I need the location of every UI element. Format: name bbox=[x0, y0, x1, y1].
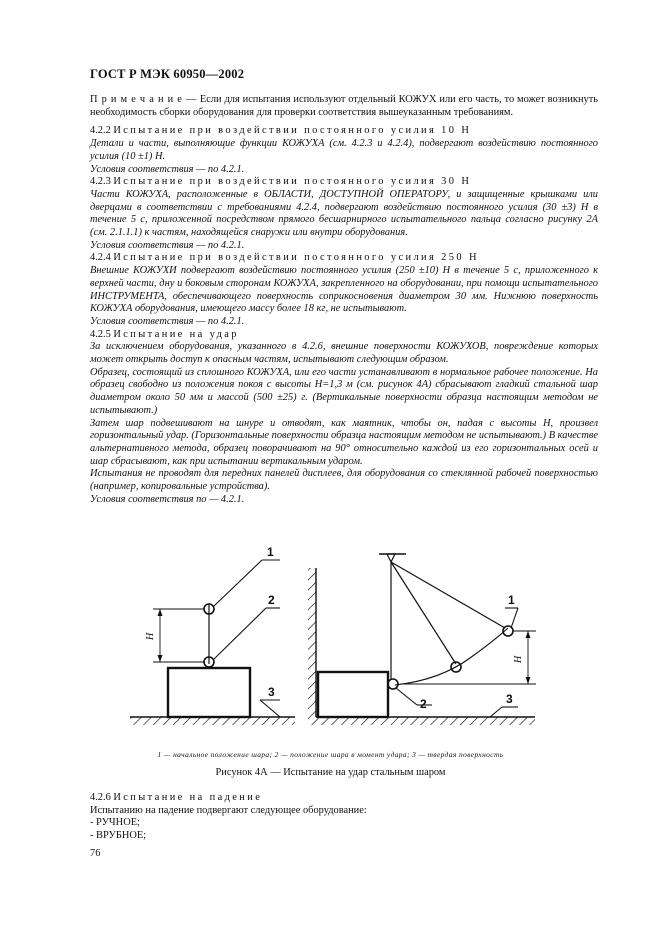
note-text: Если для испытания используют отдельный КОЖУХ или его часть, то может возникнуть необходимость сборки оборудования для проверки соответствия вышеуказанным требованиям. bbox=[90, 94, 598, 118]
section-title: Испытание при воздействии постоянного усилия 250 Н bbox=[113, 252, 479, 264]
section-4-2-5-p1: За исключением оборудования, указанного в 4.2.6, внешние поверхности КОЖУХОВ, повреждение которых может открыть доступ к опасным частям, испытывают следующим образом. bbox=[90, 341, 598, 366]
string-initial bbox=[391, 562, 505, 628]
section-4-2-5-p3: Затем шар подвешивают на шнуре и отводят, как маятник, чтобы он, падая с высоты Н, произвел горизонтальный удар. (Горизонтальные поверхности образца настоящим методом не испытывают.) В качестве альтернативного метода, образец поворачивают на 90° относительно каждой из его горизонтальных осей и шар сбрасывают, как при испытании вертикальным ударом. bbox=[90, 417, 598, 467]
leader-1-left bbox=[214, 560, 262, 606]
section-4-2-4-compliance: Условия соответствия — по 4.2.1. bbox=[90, 315, 245, 327]
dim-arrow-bottom-right bbox=[526, 677, 531, 684]
section-number: 4.2.3 bbox=[90, 176, 111, 188]
section-title: Испытание при воздействии постоянного усилия 10 Н bbox=[113, 125, 472, 137]
section-4-2-5-p4: Испытания не проводят для передних панелей дисплеев, для оборудования со стеклянной рабочей поверхностью (например, копировальные устройства). bbox=[90, 468, 598, 493]
figure-4a-drawing bbox=[120, 540, 550, 745]
list-item: - ВРУБНОЕ; bbox=[90, 830, 147, 842]
label-h-right: H bbox=[513, 655, 524, 663]
leader-2-right bbox=[396, 688, 417, 705]
figure-title: Рисунок 4А — Испытание на удар стальным шаром bbox=[215, 767, 446, 778]
label-1-right: 1 bbox=[508, 593, 515, 607]
section-4-2-2-body: Детали и части, выполняющие функции КОЖУХА (см. 4.2.3 и 4.2.4), подвергают воздействию постоянного усилия (10 ±1) Н. bbox=[90, 138, 598, 162]
section-4-2-3-heading bbox=[90, 176, 598, 189]
section-number: 4.2.4 bbox=[90, 252, 111, 264]
list-item: - РУЧНОЕ; bbox=[90, 817, 140, 829]
section-4-2-2-heading bbox=[90, 125, 598, 138]
section-4-2-5-p2: Образец, состоящий из сплошного КОЖУХА, или его части устанавливают в нормальное рабочее положение. На образец свободно из положения покоя с высоты Н=1,3 м (см. рисунок 4А) сбрасывают гладкий стальной шар диаметром около 50 мм и массой (500 ±25) г. (Вертикальные поверхности образца настоящим методом не испытывают.) bbox=[90, 366, 598, 416]
section-4-2-3-compliance: Условия соответствия — по 4.2.1. bbox=[90, 239, 245, 251]
section-4-2-4-body: Внешние КОЖУХИ подвергают воздействию постоянного усилия (250 ±10) Н в течение 5 с, приложенного к верхней части, дну и боковым сторонам КОЖУХА, закрепленного на оборудовании, при помощи испытательного ИНСТРУМЕНТА, обеспечивающего поверхность соприкосновения диаметром 30 мм. Нижнюю поверхность КОЖУХА оборудования, имеющего массу более 18 кг, не испытывают. bbox=[90, 265, 598, 315]
section-4-2-2-compliance: Условия соответствия — по 4.2.1. bbox=[90, 163, 245, 175]
dim-arrow-top-right bbox=[526, 631, 531, 638]
section-4-2-4-heading bbox=[90, 252, 598, 265]
label-2-left: 2 bbox=[268, 593, 275, 607]
section-number: 4.2.6 bbox=[90, 792, 111, 803]
label-2-right: 2 bbox=[420, 697, 427, 711]
section-title: Испытание при воздействии постоянного усилия 30 Н bbox=[113, 176, 472, 188]
ground-hatch-left bbox=[130, 717, 295, 725]
wall-hatch bbox=[308, 568, 316, 725]
label-h-left: H bbox=[145, 632, 156, 640]
section-4-2-5-compliance: Условия соответствия по — 4.2.1. bbox=[90, 493, 245, 505]
leader-2-left bbox=[214, 608, 266, 659]
ground-hatch-right bbox=[316, 717, 535, 725]
note-paragraph bbox=[90, 94, 598, 119]
section-4-2-3-body: Части КОЖУХА, расположенные в ОБЛАСТИ, ДОСТУПНОЙ ОПЕРАТОРУ, и защищенные крышками или дверцами в соответствии с требованиями 4.2.4, подвергают воздействию постоянного усилия (30 ±3) Н в течение 5 с, приложенной посредством прямого бесшарнирного испытательного пальца согласно рисунку 2А (см. 2.1.1.1) к частям, находящейся снаружи или внутри оборудования. bbox=[90, 188, 598, 239]
section-4-2-5-heading bbox=[90, 329, 598, 342]
page-number: 76 bbox=[90, 848, 101, 859]
sample-block-left bbox=[168, 668, 250, 717]
dim-arrow-bottom-left bbox=[158, 655, 163, 662]
ball-impact-right bbox=[388, 679, 398, 689]
note-label: П р и м е ч а н и е — bbox=[90, 94, 197, 105]
string-mid bbox=[391, 562, 456, 664]
section-title: Испытание на падение bbox=[113, 792, 263, 803]
main-text bbox=[90, 94, 598, 507]
figure-legend: 1 — начальное положение шара; 2 — положение шара в момент удара; 3 — твердая поверхность bbox=[157, 750, 504, 759]
section-4-2-6-heading bbox=[90, 792, 598, 805]
label-3-left: 3 bbox=[268, 685, 275, 699]
dim-arrow-top-left bbox=[158, 609, 163, 616]
leader-3-left bbox=[260, 700, 280, 717]
leader-1-right bbox=[511, 608, 518, 628]
pivot-mount bbox=[387, 554, 395, 562]
label-1-left: 1 bbox=[267, 545, 274, 559]
section-title: Испытание на удар bbox=[113, 328, 239, 340]
section-4-2-6 bbox=[90, 792, 598, 843]
leader-3-right bbox=[490, 707, 502, 717]
section-4-2-6-intro: Испытанию на падение подвергают следующее оборудование: bbox=[90, 804, 367, 816]
sample-block-right bbox=[318, 672, 388, 717]
label-3-right: 3 bbox=[506, 692, 513, 706]
section-number: 4.2.5 bbox=[90, 328, 111, 340]
section-number: 4.2.2 bbox=[90, 125, 111, 137]
document-header: ГОСТ Р МЭК 60950—2002 bbox=[90, 67, 245, 81]
